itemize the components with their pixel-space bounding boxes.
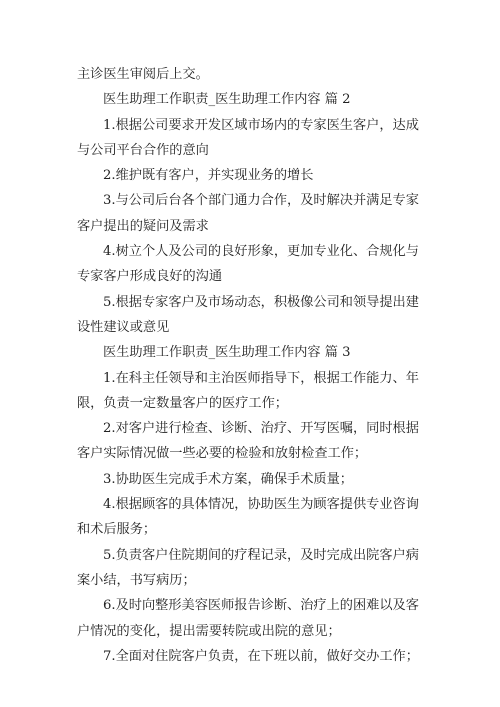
paragraph-line: 3.与公司后台各个部门通力合作，及时解决并满足专家 bbox=[103, 193, 419, 209]
paragraph-line: 7.全面对住院客户负责，在下班以前，做好交办工作； bbox=[103, 648, 419, 664]
paragraph-line: 限，负责一定数量客户的医疗工作； bbox=[77, 395, 288, 411]
paragraph-line: 1.在科主任领导和主治医师指导下，根据工作能力、年 bbox=[103, 370, 419, 386]
paragraph-line: 6.及时向整形美容医师报告诊断、治疗上的困难以及客 bbox=[103, 598, 419, 614]
section-heading: 医生助理工作职责_医生助理工作内容 篇 2 bbox=[103, 92, 351, 108]
paragraph-line: 5.负责客户住院期间的疗程记录，及时完成出院客户病 bbox=[103, 547, 419, 563]
paragraph-line: 设性建议或意见 bbox=[77, 319, 170, 335]
paragraph-line: 2.对客户进行检查、诊断、治疗、开写医嘱，同时根据 bbox=[103, 421, 419, 437]
paragraph-line: 2.维护既有客户，并实现业务的增长 bbox=[103, 168, 314, 184]
paragraph-line: 1.根据公司要求开发区域市场内的专家医生客户，达成 bbox=[103, 117, 419, 133]
paragraph-line: 与公司平台合作的意向 bbox=[77, 142, 209, 158]
paragraph-line: 客户提出的疑问及需求 bbox=[77, 218, 209, 234]
paragraph-line: 主诊医生审阅后上交。 bbox=[77, 67, 209, 82]
paragraph-line: 和术后服务； bbox=[77, 522, 157, 538]
paragraph-line: 4.树立个人及公司的良好形象，更加专业化、合规化与 bbox=[103, 244, 419, 260]
document-body bbox=[77, 62, 427, 669]
paragraph-line: 专家客户形成良好的沟通 bbox=[77, 269, 223, 285]
paragraph-line: 5.根据专家客户及市场动态，积极像公司和领导提出建 bbox=[103, 294, 419, 310]
paragraph-line: 户情况的变化，提出需要转院或出院的意见； bbox=[77, 623, 341, 639]
paragraph-line: 案小结，书写病历； bbox=[77, 572, 196, 588]
paragraph-line: 4.根据顾客的具体情况，协助医生为顾客提供专业咨询 bbox=[103, 497, 419, 513]
section-heading: 医生助理工作职责_医生助理工作内容 篇 3 bbox=[103, 345, 351, 361]
paragraph-line: 3.协助医生完成手术方案，确保手术质量； bbox=[103, 471, 353, 487]
paragraph-line: 客户实际情况做一些必要的检验和放射检查工作； bbox=[77, 446, 368, 462]
